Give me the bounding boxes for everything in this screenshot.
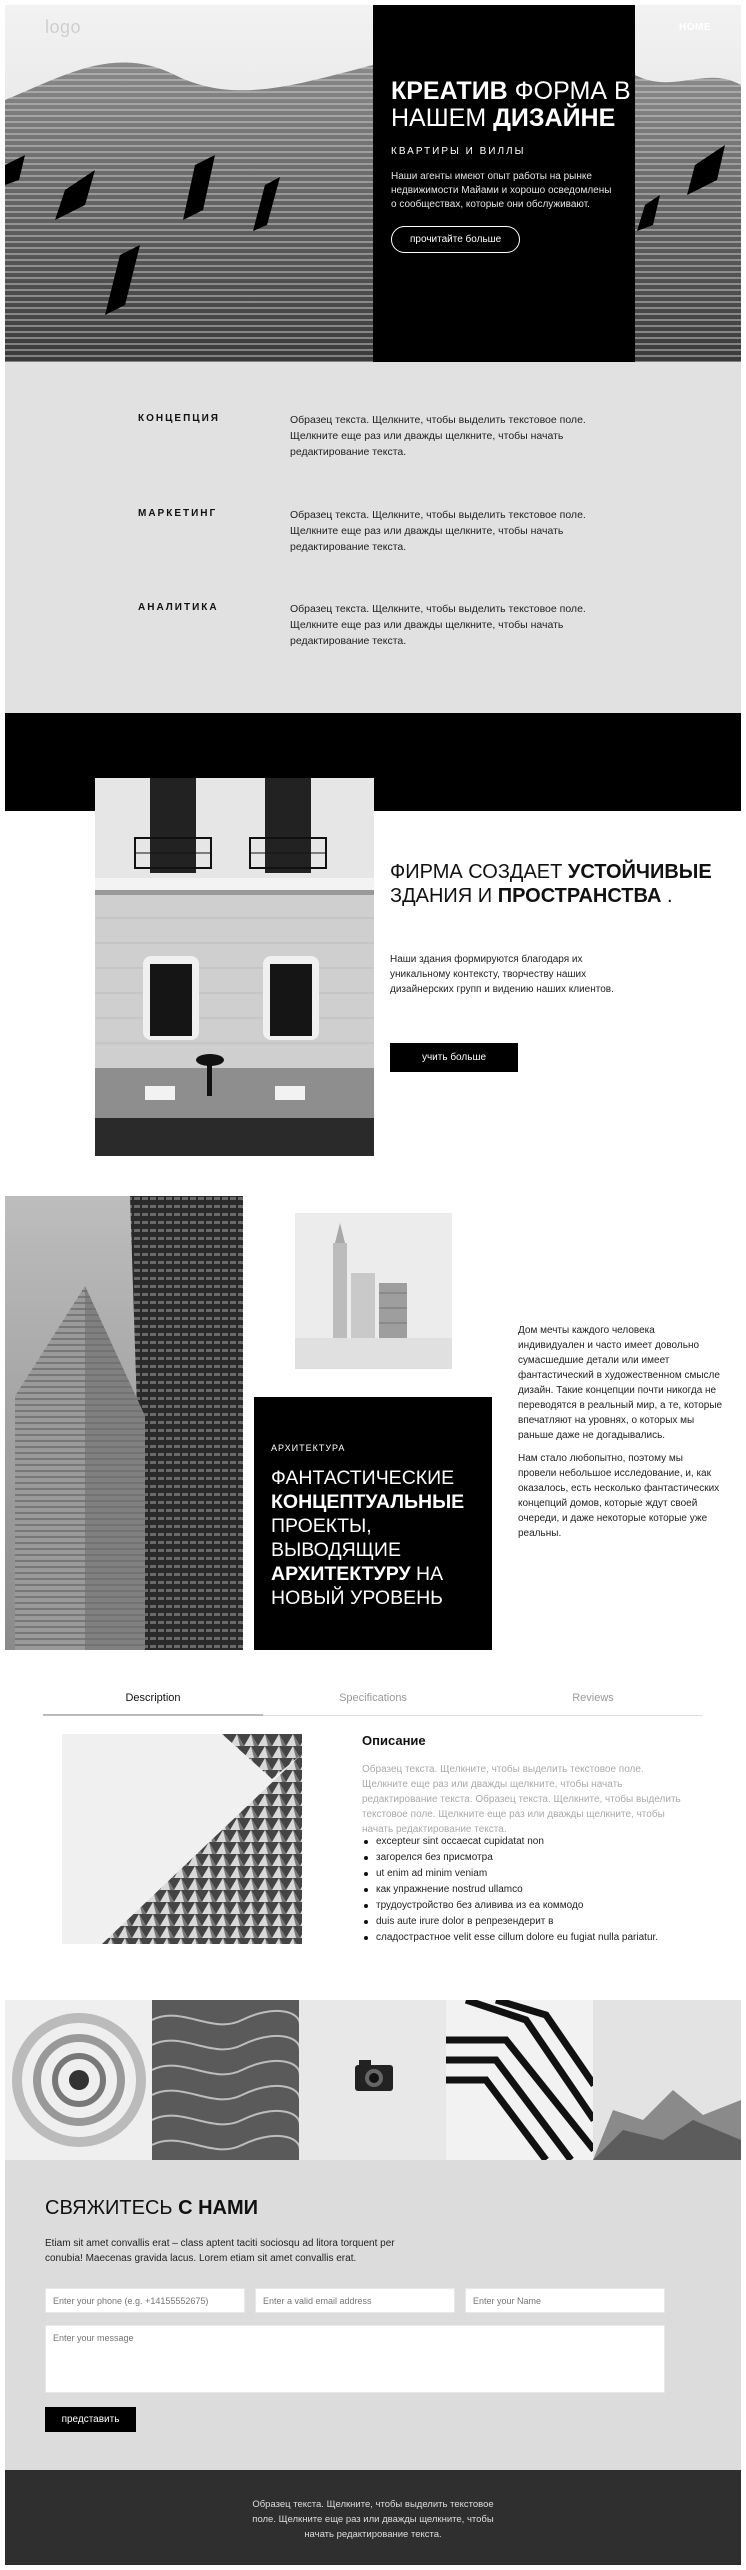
hero-text: Наши агенты имеют опыт работы на рынке недвижимости Майами и хорошо осведомлены о сообществах, которые они обслуживают. [391,171,612,210]
arch-title-part-2: ПРОЕКТЫ, ВЫВОДЯЩИЕ [271,1515,401,1561]
contact-title-light: СВЯЖИТЕСЬ [45,2197,179,2219]
firm-title-part-3: . [661,885,673,907]
list-item: excepteur sint occaecat cupidatat non [362,1834,658,1850]
phone-field[interactable] [45,2288,245,2313]
architecture-title [271,1466,492,1610]
message-field[interactable] [45,2325,665,2393]
firm-text: Наши здания формируются благодаря их уникальному контексту, творчеству наших дизайнерских групп и видению наших клиентов. [390,954,614,995]
nav-home-link[interactable]: HOME [679,22,711,33]
list-item: как упражнение nostrud ullamco [362,1882,658,1898]
hero-text-panel [373,5,635,362]
wavy-facade-image[interactable] [152,2000,300,2160]
architecture-panel [254,1397,492,1650]
geometric-facade-image [62,1734,302,1944]
hero-section [5,5,741,362]
arch-title-part-3: НА НОВЫЙ УРОВЕНЬ [271,1563,444,1609]
contact-title-bold: С НАМИ [178,2197,259,2219]
read-more-button[interactable]: прочитайте больше [391,226,520,253]
firm-title-part-1: ФИРМА СОЗДАЕТ [390,861,568,883]
firm-title-bold-1: УСТОЙЧИВЫЕ [567,861,712,883]
spiral-staircase-image[interactable] [5,2000,153,2160]
tabs [43,1688,703,1716]
email-field[interactable] [255,2288,455,2313]
architecture-label: АРХИТЕКТУРА [271,1443,346,1453]
feature-title-marketing: МАРКЕТИНГ [138,508,218,519]
feature-text-analytics: Образец текста. Щелкните, чтобы выделить текстовое поле. Щелкните еще раз или дважды щелкните, чтобы начать редактирование текста. [290,603,586,647]
list-item: duis aute irure dolor в репрезендерит в [362,1914,658,1930]
arch-title-bold-1: КОНЦЕПТУАЛЬНЫЕ [271,1491,465,1513]
hero-title [391,78,635,132]
feature-title-analytics: АНАЛИТИКА [138,602,219,613]
learn-more-button[interactable]: учить больше [390,1043,518,1072]
firm-title-part-2: ЗДАНИЯ И [390,885,498,907]
feature-title-concept: КОНЦЕПЦИЯ [138,413,220,424]
tab-specifications[interactable]: Specifications [263,1688,483,1716]
hero-title-bold-1: КРЕАТИВ [391,77,508,105]
list-item: трудоустройство без аливива из ea коммодо [362,1898,658,1914]
description-text: Образец текста. Щелкните, чтобы выделить текстовое поле. Щелкните еще раз или дважды щелкните, чтобы начать редактирование текста. Образец текста. Щелкните, чтобы выделить текстовое поле. Щелкните еще раз или дважды щелкните, чтобы начать редактирование текста. [362,1764,681,1835]
features-section [5,362,741,713]
logo[interactable]: logo [45,17,82,37]
architecture-text-1: Дом мечты каждого человека индивидуален и часто имеет довольно сумасшедшие детали или имеет фантастический в художественном смысле дизайн. Такие концепции почти никогда не переводятся в реальный мир, а те, которые впечатляют на уровнях, о которых мы раньше даже не догадывались. [518,1325,723,1441]
architecture-text-2: Нам стало любопытно, поэтому мы провели небольшое исследование, и, как оказалось, есть несколько фантастических концепций домов, которые ждут своей очереди, и даже некоторые которые уже реальны. [518,1453,720,1539]
arch-title-bold-2: АРХИТЕКТУРУ [271,1563,411,1585]
list-item: загорелся без присмотра [362,1850,658,1866]
hero-title-bold-2: ДИЗАЙНЕ [493,104,616,132]
classic-building-image [95,778,374,1156]
description-list [362,1834,658,1946]
firm-title-bold-2: ПРОСТРАНСТВА [497,885,662,907]
hero-subtitle: КВАРТИРЫ И ВИЛЛЫ [391,146,526,157]
feature-text-marketing: Образец текста. Щелкните, чтобы выделить текстовое поле. Щелкните еще раз или дважды щелкните, чтобы начать редактирование текста. [290,509,586,553]
zebra-lines-image[interactable] [446,2000,594,2160]
city-fog-image [295,1213,452,1369]
description-heading: Описание [362,1733,426,1748]
name-field[interactable] [465,2288,665,2313]
footer [5,2470,741,2565]
submit-button[interactable]: представить [45,2407,136,2432]
firm-title [390,860,746,908]
feature-text-concept: Образец текста. Щелкните, чтобы выделить текстовое поле. Щелкните еще раз или дважды щелкните, чтобы начать редактирование текста. [290,414,586,458]
list-item: сладострастное velit esse cillum dolore eu fugiat nulla pariatur. [362,1930,658,1946]
footer-text: Образец текста. Щелкните, чтобы выделить текстовое поле. Щелкните еще раз или дважды щелкните, чтобы начать редактирование текста. [252,2499,494,2540]
contact-title [45,2197,258,2220]
hero-title-light: ФОРМА В НАШЕМ [391,77,631,132]
tab-description[interactable]: Description [43,1688,263,1716]
tab-reviews[interactable]: Reviews [483,1688,703,1716]
list-item: ut enim ad minim veniam [362,1866,658,1882]
rocky-landscape-image[interactable] [593,2000,741,2160]
contact-text: Etiam sit amet convallis erat – class aptent taciti sociosqu ad litora torquent per conubia! Maecenas gravida lacus. Lorem etiam sit amet convallis erat. [45,2238,395,2264]
skyscrapers-image [5,1196,243,1650]
gallery [5,2000,741,2160]
camera-image[interactable] [299,2000,447,2160]
contact-section [5,2160,741,2470]
arch-title-part-1: ФАНТАСТИЧЕСКИЕ [271,1467,455,1489]
